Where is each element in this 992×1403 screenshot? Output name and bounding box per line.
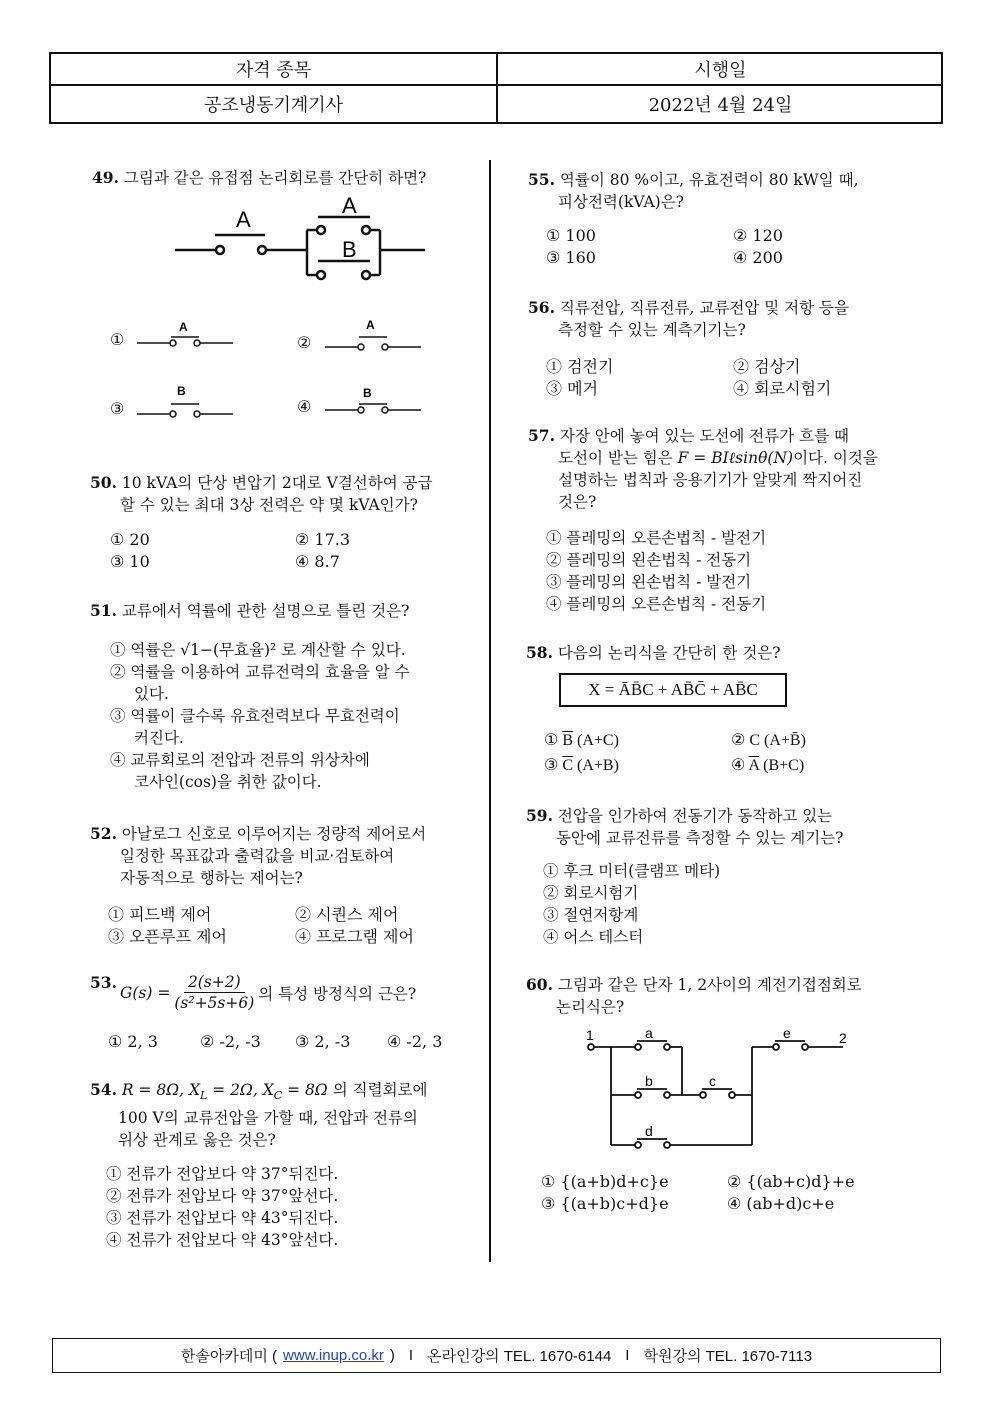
- q51-option-2-cont: 있다.: [134, 685, 169, 703]
- q57-option-3: ③ 플레밍의 왼손법칙 - 발전기: [546, 573, 752, 591]
- question-55: [528, 169, 859, 213]
- q54-formula-part2: = 2Ω, X: [207, 1081, 274, 1099]
- question-line: 역률이 80 %이고, 유효전력이 80 kW일 때,: [559, 171, 859, 189]
- q60-label-c: c: [709, 1073, 716, 1089]
- q60-label-a: a: [645, 1025, 653, 1041]
- header-col2-label: 시행일: [694, 60, 747, 81]
- q58-option-2: [731, 730, 806, 750]
- q58-option-3-rest: (A+B): [577, 757, 619, 774]
- q57-formula: F = BIℓsinθ(N): [677, 449, 794, 467]
- footer-online: 온라인강의 TEL. 1670-6144: [427, 1348, 612, 1365]
- question-number: 53.: [90, 973, 117, 992]
- q55-option-1: ① 100: [546, 226, 596, 245]
- q49-fig-label-a2: A: [342, 195, 357, 218]
- q49-option-4-label: B: [363, 386, 372, 400]
- q49-option-3-mark: ③: [110, 399, 125, 418]
- q54-option-4: ④ 전류가 전압보다 약 43°앞선다.: [106, 1231, 339, 1249]
- q56-option-2: ② 검상기: [733, 357, 801, 376]
- q56-option-1: ① 검전기: [546, 357, 614, 376]
- q51-option-1-post: 로 계산할 수 있다.: [281, 641, 406, 659]
- q54-option-2: ② 전류가 전압보다 약 37°앞선다.: [106, 1187, 339, 1205]
- question-52: [90, 823, 426, 889]
- q58-option-3-mark: ③: [544, 757, 559, 774]
- question-number: 54.: [90, 1080, 117, 1099]
- q50-option-3: ③ 10: [110, 552, 150, 571]
- q59-options: [543, 860, 720, 948]
- q49-circuit-figure: [170, 195, 440, 285]
- header-col2-value: 2022년 4월 24일: [648, 95, 793, 116]
- question-line: 100 V의 교류전압을 가할 때, 전압과 전류의: [118, 1109, 418, 1128]
- question-line: 10 kVA의 단상 변압기 2대로 V결선하여 공급: [121, 474, 433, 492]
- q54-sub-l: L: [200, 1089, 208, 1103]
- question-line: 동안에 교류전류를 측정할 수 있는 계기는?: [556, 829, 844, 847]
- q49-option-1-diagram: [135, 318, 235, 350]
- question-text: 다음의 논리식을 간단히 한 것은?: [557, 644, 781, 662]
- q52-option-1: ① 피드백 제어: [108, 905, 212, 924]
- q49-fig-label-b: B: [342, 237, 357, 262]
- q58-option-4-rest: (B+C): [763, 757, 805, 774]
- question-line: 것은?: [558, 493, 597, 511]
- q50-option-2: ② 17.3: [295, 530, 351, 549]
- q60-option-1: ① {(a+b)d+c}e: [541, 1172, 669, 1191]
- q58-option-2-rest: C (A+B̄): [749, 732, 806, 749]
- question-line: 논리식은?: [556, 998, 625, 1016]
- question-line: 할 수 있는 최대 3상 전력은 약 몇 kVA인가?: [120, 496, 418, 514]
- q53-option-2: ② -2, -3: [200, 1032, 261, 1051]
- q54-sub-c: C: [273, 1089, 283, 1103]
- q53-numerator: 2(s+2): [184, 972, 245, 993]
- q58-option-1: [544, 730, 619, 750]
- question-49: [92, 167, 426, 189]
- q49-option-3-diagram: [135, 382, 235, 420]
- q60-terminal-1: 1: [586, 1027, 594, 1043]
- question-number: 59.: [526, 806, 553, 825]
- question-line: 피상전력(kVA)은?: [558, 193, 684, 211]
- q50-option-4: ④ 8.7: [295, 552, 340, 571]
- q57-options: [546, 527, 766, 615]
- q60-label-b: b: [645, 1073, 653, 1089]
- q51-option-1-pre: ① 역률은: [110, 641, 176, 659]
- q60-label-d: d: [645, 1123, 653, 1139]
- q58-option-4-mark: ④: [731, 757, 746, 774]
- q60-terminal-2: 2: [839, 1030, 847, 1046]
- footer-bar: [52, 1338, 941, 1373]
- q60-label-e: e: [783, 1025, 791, 1041]
- q49-option-4-diagram: [323, 382, 423, 418]
- q53-formula: [120, 972, 416, 1013]
- q51-options: [110, 639, 410, 793]
- q55-option-3: ③ 160: [546, 248, 596, 267]
- q58-option-1-bar: $\overline{B}$: [562, 732, 574, 749]
- q50-option-1: ① 20: [110, 530, 150, 549]
- footer-url-link[interactable]: www.inup.co.kr: [283, 1347, 384, 1364]
- q51-option-3: ③ 역률이 클수록 유효전력보다 무효전력이: [110, 707, 400, 725]
- q52-option-3: ③ 오픈루프 제어: [108, 927, 227, 946]
- q58-option-4: [731, 755, 804, 775]
- question-number: 55.: [528, 170, 555, 189]
- q59-option-2: ② 회로시험기: [543, 884, 639, 902]
- question-number: 58.: [526, 643, 553, 662]
- q59-option-4: ④ 어스 테스터: [543, 928, 644, 946]
- q57-option-2: ② 플레밍의 왼손법칙 - 전동기: [546, 551, 752, 569]
- q51-option-3-cont: 커진다.: [134, 729, 184, 747]
- question-56: [528, 297, 849, 341]
- question-line: 그림과 같은 단자 1, 2사이의 계전기접점회로: [557, 976, 862, 994]
- question-line: 일정한 목표값과 출력값을 비교·검토하여: [120, 847, 395, 865]
- q55-option-2: ② 120: [733, 226, 783, 245]
- header-col1-label: 자격 종목: [235, 60, 312, 81]
- header-col1-value: 공조냉동기계기사: [203, 95, 344, 116]
- q53-text: 의 특성 방정식의 근은?: [258, 984, 417, 1003]
- q59-option-1: ① 후크 미터(클램프 메타): [543, 862, 721, 880]
- q52-option-4: ④ 프로그램 제어: [295, 927, 414, 946]
- q58-option-2-mark: ②: [731, 732, 746, 749]
- q54-formula-part3: = 8Ω: [282, 1081, 328, 1099]
- q60-circuit-figure: [585, 1025, 855, 1155]
- q56-option-3: ③ 메거: [546, 379, 598, 398]
- question-number: 49.: [92, 168, 119, 187]
- footer-close: ): [389, 1347, 395, 1364]
- q54-options: [106, 1163, 338, 1251]
- footer-separator: I: [408, 1347, 414, 1364]
- q55-option-4: ④ 200: [733, 248, 783, 267]
- q51-option-2: ② 역률을 이용하여 교류전력의 효율을 알 수: [110, 663, 410, 681]
- question-line: 직류전압, 직류전류, 교류전압 및 저항 등을: [559, 299, 849, 317]
- question-line: 의 직렬회로에: [332, 1081, 428, 1099]
- footer-academy: 한솔아카데미 (: [180, 1348, 278, 1365]
- question-line: 자장 안에 놓여 있는 도선에 전류가 흐를 때: [559, 427, 849, 445]
- q54-option-3: ③ 전류가 전압보다 약 43°뒤진다.: [106, 1209, 339, 1227]
- question-line: 전압을 인가하여 전동기가 동작하고 있는: [557, 807, 833, 825]
- question-53: [90, 972, 117, 994]
- question-54: [90, 1079, 427, 1151]
- q49-option-2-label: A: [366, 318, 375, 332]
- q56-option-4: ④ 회로시험기: [733, 379, 832, 398]
- footer-separator: I: [625, 1347, 630, 1364]
- q49-option-1-mark: ①: [110, 330, 125, 349]
- question-51: [90, 600, 409, 622]
- q49-option-4-mark: ④: [297, 397, 312, 416]
- q60-option-3: ③ {(a+b)c+d}e: [541, 1194, 669, 1213]
- q49-fig-label-a1: A: [236, 207, 251, 232]
- q58-expression: X = ĀB̄C + AB̄C̄ + AB̄C: [588, 680, 758, 699]
- q49-option-2-diagram: [323, 315, 423, 355]
- question-line: 이다. 이것을: [793, 449, 878, 467]
- question-line: 설명하는 법칙과 응용기기가 알맞게 짝지어진: [558, 471, 863, 489]
- q59-option-3: ③ 절연저항계: [543, 906, 639, 924]
- q53-option-1: ① 2, 3: [108, 1032, 158, 1051]
- question-59: [526, 805, 844, 849]
- question-number: 51.: [90, 601, 117, 620]
- header-table: [49, 52, 943, 124]
- question-50: [90, 472, 433, 516]
- q58-option-4-bar: $\overline{A}$: [748, 757, 760, 774]
- q58-option-3: [544, 755, 619, 775]
- q49-option-2-mark: ②: [297, 333, 312, 352]
- q54-formula-part1: R = 8Ω, X: [121, 1081, 201, 1099]
- q52-option-2: ② 시퀀스 제어: [295, 905, 399, 924]
- question-text: 그림과 같은 유접점 논리회로를 간단히 하면?: [123, 169, 427, 187]
- question-text: 교류에서 역률에 관한 설명으로 틀린 것은?: [121, 602, 410, 620]
- q51-option-4: ④ 교류회로의 전압과 전류의 위상차에: [110, 751, 370, 769]
- question-number: 56.: [528, 298, 555, 317]
- q58-option-1-mark: ①: [544, 732, 559, 749]
- q51-option-4-cont: 코사인(cos)을 취한 값이다.: [134, 773, 322, 791]
- q58-expression-box: [559, 673, 787, 707]
- question-line: 위상 관계로 옳은 것은?: [118, 1131, 276, 1150]
- question-number: 52.: [90, 824, 117, 843]
- question-number: 60.: [526, 975, 553, 994]
- q49-option-3-label: B: [177, 384, 186, 398]
- column-divider: [489, 160, 491, 1262]
- question-number: 50.: [90, 473, 117, 492]
- question-line: 자동적으로 행하는 제어는?: [120, 869, 303, 887]
- q58-option-1-rest: (A+C): [577, 732, 619, 749]
- question-line: 측정할 수 있는 계측기기는?: [558, 321, 746, 339]
- q58-option-3-bar: $\overline{C}$: [562, 757, 574, 774]
- question-line: 도선이 받는 힘은: [558, 449, 673, 467]
- question-58: [526, 642, 781, 664]
- footer-academy-phone: 학원강의 TEL. 1670-7113: [643, 1348, 813, 1365]
- q51-option-1-formula: √1−(무효율)²: [180, 641, 277, 659]
- q54-option-1: ① 전류가 전압보다 약 37°뒤진다.: [106, 1165, 339, 1183]
- q53-option-3: ③ 2, -3: [295, 1032, 351, 1051]
- q57-option-4: ④ 플레밍의 오른손법칙 - 전동기: [546, 595, 767, 613]
- q53-option-4: ④ -2, 3: [387, 1032, 443, 1051]
- q53-fraction: [174, 972, 254, 1013]
- question-number: 57.: [528, 426, 555, 445]
- q49-option-1-label: A: [179, 320, 188, 334]
- question-60: [526, 974, 862, 1018]
- question-57: [528, 425, 878, 513]
- question-line: 아날로그 신호로 이루어지는 정량적 제어로서: [121, 825, 427, 843]
- q53-func: G(s) =: [120, 983, 171, 1002]
- q57-option-1: ① 플레밍의 오른손법칙 - 발전기: [546, 529, 767, 547]
- q53-denominator: (s²+5s+6): [174, 994, 255, 1012]
- q60-option-2: ② {(ab+c)d}+e: [727, 1172, 855, 1191]
- q60-option-4: ④ (ab+d)c+e: [727, 1194, 835, 1213]
